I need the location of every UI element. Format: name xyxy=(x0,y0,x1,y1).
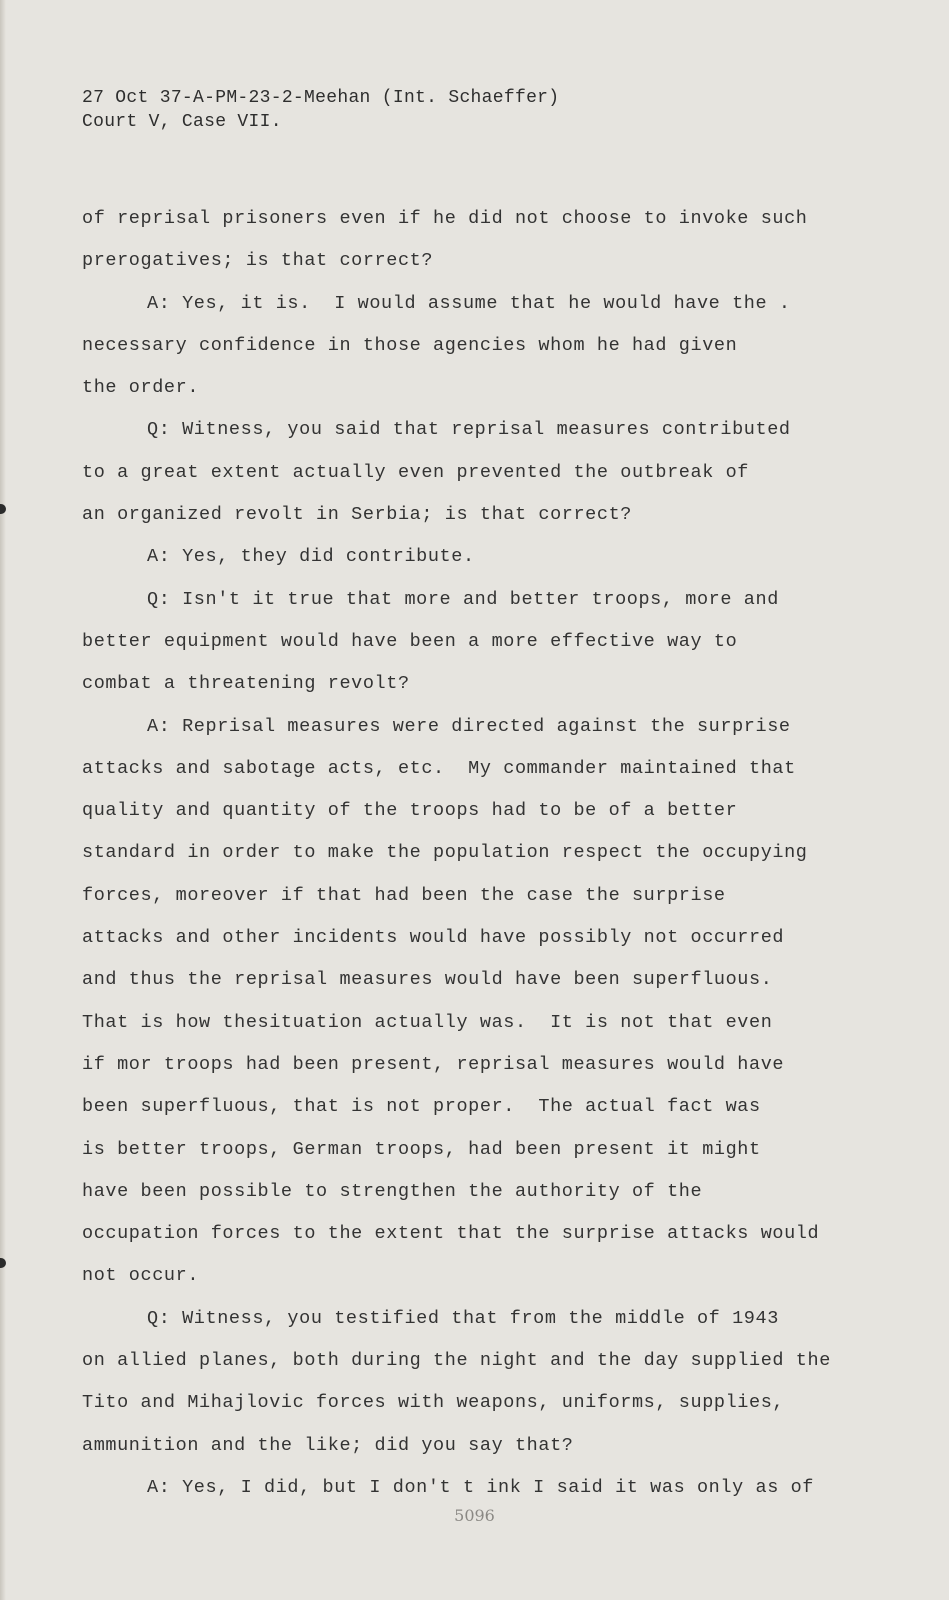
transcript-line: That is how thesituation actually was. It is not that even xyxy=(82,1011,773,1033)
transcript-line: attacks and sabotage acts, etc. My commander maintained that xyxy=(82,757,796,779)
transcript-line: ammunition and the like; did you say that? xyxy=(82,1434,574,1456)
transcript-line: and thus the reprisal measures would have been superfluous. xyxy=(82,969,773,991)
page-number: 5096 xyxy=(454,1506,495,1525)
transcript-line: quality and quantity of the troops had to be of a better xyxy=(82,800,738,822)
transcript-line: A: Yes, they did contribute. xyxy=(147,546,475,568)
transcript-line: A: Reprisal measures were directed against the surprise xyxy=(147,715,791,737)
transcript-line: forces, moreover if that had been the case the surprise xyxy=(82,884,726,906)
transcript-line: necessary confidence in those agencies whom he had given xyxy=(82,334,738,356)
transcript-line: not occur. xyxy=(82,1265,200,1287)
transcript-line: combat a threatening revolt? xyxy=(82,673,410,695)
transcript-body xyxy=(82,198,882,1509)
transcript-line: on allied planes, both during the night and the day supplied the xyxy=(82,1350,831,1372)
header-session-line: 27 Oct 37-A-PM-23-2-Meehan (Int. Schaeffer) xyxy=(82,88,560,108)
transcript-line: if mor troops had been present, reprisal measures would have xyxy=(82,1053,785,1075)
transcript-line: an organized revolt in Serbia; is that correct? xyxy=(82,504,632,526)
transcript-line: of reprisal prisoners even if he did not choose to invoke such xyxy=(82,208,808,229)
transcript-header xyxy=(82,86,559,134)
transcript-line: better equipment would have been a more effective way to xyxy=(82,630,738,652)
transcript-line: is better troops, German troops, had been present it might xyxy=(82,1138,761,1160)
transcript-line: to a great extent actually even prevented the outbreak of xyxy=(82,461,750,483)
transcript-line: occupation forces to the extent that the surprise attacks would xyxy=(82,1223,820,1245)
transcript-line: attacks and other incidents would have possibly not occurred xyxy=(82,927,785,949)
transcript-line: A: Yes, I did, but I don't t ink I said it was only as of xyxy=(147,1476,815,1498)
transcript-line: Q: Witness, you testified that from the middle of 1943 xyxy=(147,1307,779,1329)
transcript-line: A: Yes, it is. I would assume that he would have the . xyxy=(147,292,791,314)
transcript-line: Q: Isn't it true that more and better troops, more and xyxy=(147,588,779,610)
transcript-line: the order. xyxy=(82,377,200,399)
transcript-line: been superfluous, that is not proper. The actual fact was xyxy=(82,1096,761,1118)
transcript-line: Tito and Mihajlovic forces with weapons, uniforms, supplies, xyxy=(82,1392,785,1414)
transcript-line: have been possible to strengthen the authority of the xyxy=(82,1180,703,1202)
transcript-line: standard in order to make the population respect the occupying xyxy=(82,842,808,864)
transcript-line: Q: Witness, you said that reprisal measures contributed xyxy=(147,419,791,441)
page-edge-shadow xyxy=(0,0,6,1600)
transcript-line: prerogatives; is that correct? xyxy=(82,250,434,272)
header-court-line: Court V, Case VII. xyxy=(82,112,282,132)
